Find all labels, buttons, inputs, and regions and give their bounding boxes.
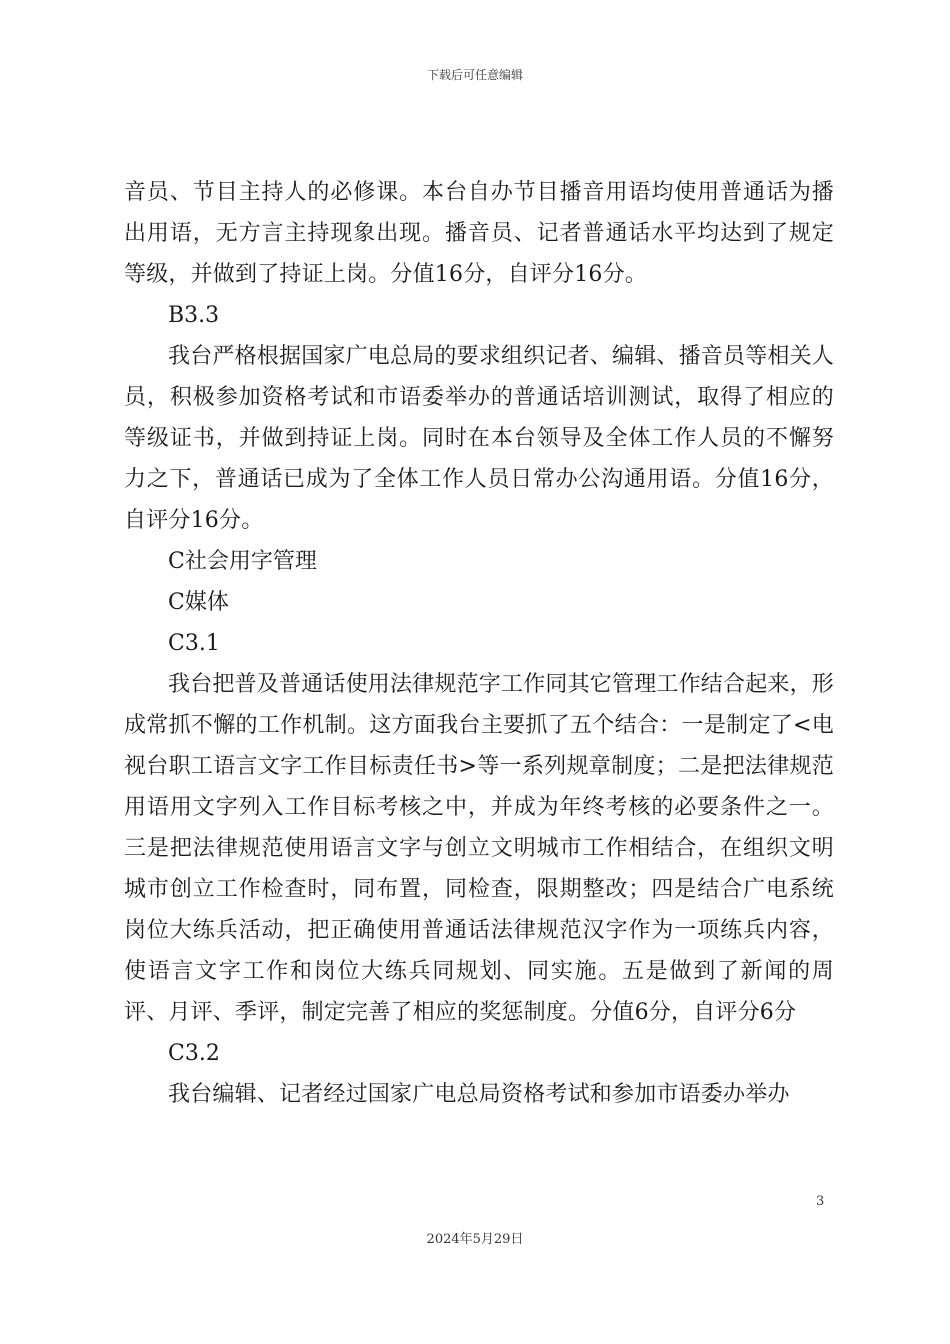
paragraph-c3-1: 我台把普及普通话使用法律规范字工作同其它管理工作结合起来，形成常抓不懈的工作机制。这方面我台主要抓了五个结合：一是制定了<电视台职工语言文字工作目标责任书>等一系列规章制度；二是把法律规范用语用文字列入工作目标考核之中，并成为年终考核的必要条件之一。三是把法律规范使用语言文字与创立文明城市工作相结合，在组织文明城市创立工作检查时，同布置，同检查，限期整改；四是结合广电系统岗位大练兵活动，把正确使用普通话法律规范汉字作为一项练兵内容，使语言文字工作和岗位大练兵同规划、同实施。五是做到了新闻的周评、月评、季评，制定完善了相应的奖惩制度。分值6分，自评分6分 [124,672,835,1025]
section-heading-media: C媒体 [168,590,229,615]
paragraph-b3-3: 我台严格根据国家广电总局的要求组织记者、编辑、播音员等相关人员，积极参加资格考试和市语委举办的普通话培训测试，取得了相应的等级证书，并做到持证上岗。同时在本台领导及全体工作人员的不懈努力之下，普通话已成为了全体工作人员日常办公沟通用语。分值16分，自评分16分。 [124,344,835,533]
page-number: 3 [816,1194,825,1209]
section-heading-c3-2: C3.2 [168,1041,220,1066]
footer-date: 2024年5月29日 [426,1232,524,1247]
paragraph-continuation: 音员、节目主持人的必修课。本台自办节目播音用语均使用普通话为播出用语，无方言主持现象出现。播音员、记者普通话水平均达到了规定等级，并做到了持证上岗。分值16分，自评分16分。 [124,180,834,287]
document-body [124,172,834,1115]
paragraph-c3-2: 我台编辑、记者经过国家广电总局资格考试和参加市语委办举办 [168,1082,790,1107]
section-heading-c3-1: C3.1 [168,631,220,656]
section-heading-b3-3: B3.3 [168,303,220,328]
header-note: 下载后可任意编辑 [426,68,523,82]
section-heading-social-text-management: C社会用字管理 [168,549,317,574]
